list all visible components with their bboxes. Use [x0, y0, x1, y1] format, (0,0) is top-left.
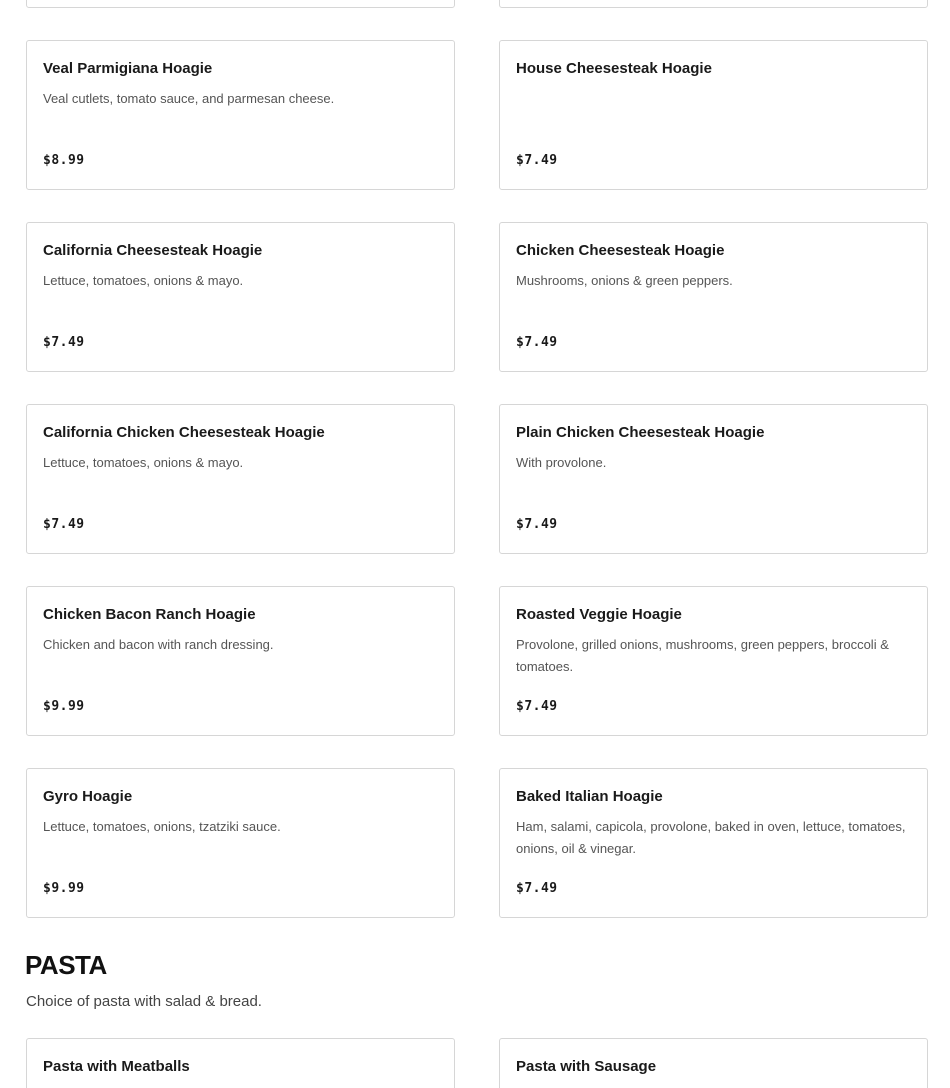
- menu-item-card[interactable]: [26, 404, 455, 554]
- menu-item-name: Chicken Cheesesteak Hoagie: [516, 242, 725, 259]
- menu-item-price: $7.49: [43, 335, 85, 350]
- menu-item-name: Roasted Veggie Hoagie: [516, 606, 682, 623]
- menu-item-card-partial[interactable]: [26, 0, 455, 8]
- menu-item-name: Baked Italian Hoagie: [516, 788, 663, 805]
- menu-item-card[interactable]: [26, 40, 455, 190]
- menu-item-card[interactable]: [499, 222, 928, 372]
- menu-item-price: $7.49: [516, 517, 558, 532]
- menu-item-name: Chicken Bacon Ranch Hoagie: [43, 606, 256, 623]
- menu-item-card[interactable]: [499, 40, 928, 190]
- section-description: Choice of pasta with salad & bread.: [26, 993, 262, 1010]
- menu-item-name: California Chicken Cheesesteak Hoagie: [43, 424, 325, 441]
- section-title: PASTA: [25, 950, 107, 980]
- menu-item-card[interactable]: [499, 586, 928, 736]
- menu-item-description: Lettuce, tomatoes, onions & mayo.: [43, 455, 244, 470]
- menu-item-price: $7.49: [516, 153, 558, 168]
- menu-item-name: House Cheesesteak Hoagie: [516, 60, 712, 77]
- menu-item-name: Pasta with Sausage: [516, 1058, 657, 1075]
- menu-item-card[interactable]: [499, 1038, 928, 1088]
- menu-item-price: $9.99: [43, 881, 85, 896]
- menu-item-card[interactable]: [26, 586, 455, 736]
- menu-item-card[interactable]: [26, 1038, 455, 1088]
- menu-item-description: Provolone, grilled onions, mushrooms, green peppers, broccoli & tomatoes.: [516, 637, 889, 674]
- menu-item-price: $8.99: [43, 153, 85, 168]
- menu-item-description: Ham, salami, capicola, provolone, baked in oven, lettuce, tomatoes, onions, oil & vinegar.: [516, 819, 906, 856]
- menu-item-name: Plain Chicken Cheesesteak Hoagie: [516, 424, 765, 441]
- menu-item-description: With provolone.: [516, 455, 607, 470]
- menu-item-price: $7.49: [516, 699, 558, 714]
- menu-item-description: Mushrooms, onions & green peppers.: [516, 273, 733, 288]
- menu-item-description: Lettuce, tomatoes, onions, tzatziki sauce.: [43, 819, 281, 834]
- menu-item-price: $7.49: [43, 517, 85, 532]
- menu-item-name: Gyro Hoagie: [43, 788, 133, 805]
- menu-item-description: Veal cutlets, tomato sauce, and parmesan cheese.: [43, 91, 335, 106]
- menu-item-description: Lettuce, tomatoes, onions & mayo.: [43, 273, 244, 288]
- menu-item-card[interactable]: [499, 404, 928, 554]
- menu-item-price: $9.99: [43, 699, 85, 714]
- menu-item-name: Veal Parmigiana Hoagie: [43, 60, 213, 77]
- menu-item-name: Pasta with Meatballs: [43, 1058, 190, 1075]
- menu-item-card[interactable]: [26, 768, 455, 918]
- menu-item-price: $7.49: [516, 881, 558, 896]
- menu-item-description: Chicken and bacon with ranch dressing.: [43, 637, 274, 652]
- menu-item-card[interactable]: [26, 222, 455, 372]
- menu-item-name: California Cheesesteak Hoagie: [43, 242, 263, 259]
- menu-item-card[interactable]: [499, 768, 928, 918]
- menu-item-card-partial[interactable]: [499, 0, 928, 8]
- menu-item-price: $7.49: [516, 335, 558, 350]
